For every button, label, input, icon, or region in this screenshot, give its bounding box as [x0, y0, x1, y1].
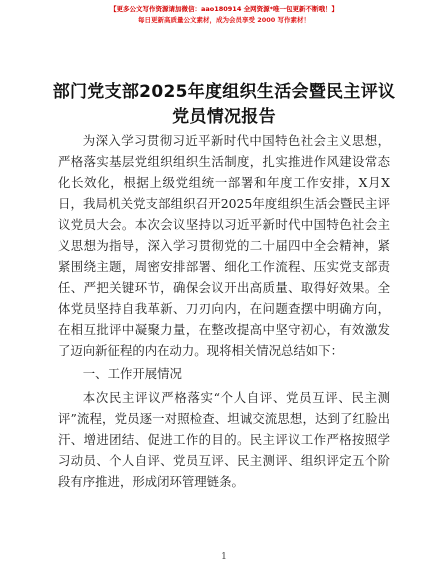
- paragraph-intro: 为深入学习贯彻习近平新时代中国特色社会主义思想，严格落实基层党组织组织生活制度，扎实推进作风建设常态化长效化，根据上级党组统一部署和年度工作安排，X月X日，我局机关党支部组织召开2025年度组织生活会暨民主评议党员大会。本次会议坚持以习近平新时代中国特色社会主义思想为指导，深入学习贯彻党的二十届四中全会精神，紧紧围绕主题，周密安排部署、细化工作流程、压实党支部责任、严把关键环节，确保会议开出高质量、取得好效果。全体党员坚持自我革新、刀刃向内，在问题查摆中明确方向，在相互批评中凝聚力量，在整改提高中坚守初心，有效激发了迈向新征程的内在动力。现将相关情况总结如下：: [58, 133, 390, 358]
- section-heading: 一、工作开展情况: [82, 366, 182, 381]
- document-title: 部门党支部2025年度组织生活会暨民主评议党员情况报告: [52, 82, 396, 127]
- page-number: 1: [221, 552, 227, 562]
- promo-banner-line-2: 每日更新高质量公文素材，成为会员享受 2000 写作素材！: [137, 16, 311, 24]
- promo-banner-line-1: 【更多公文写作资源请加微信：aao180914 全网资源*唯一包更新不断哦！】: [109, 5, 339, 13]
- promo-banner: [0, 4, 448, 26]
- document-body: [58, 130, 390, 492]
- paragraph-section-1: 本次民主评议严格落实“个人自评、党员互评、民主测评”流程，党员逐一对照检查、坦诚交流思想，达到了红脸出汗、增进团结、促进工作的目的。民主评议工作严格按照学习动员、个人自评、党员互评、民主测评、组织评定五个阶段有序推进，形成闭环管理链条。: [58, 390, 390, 489]
